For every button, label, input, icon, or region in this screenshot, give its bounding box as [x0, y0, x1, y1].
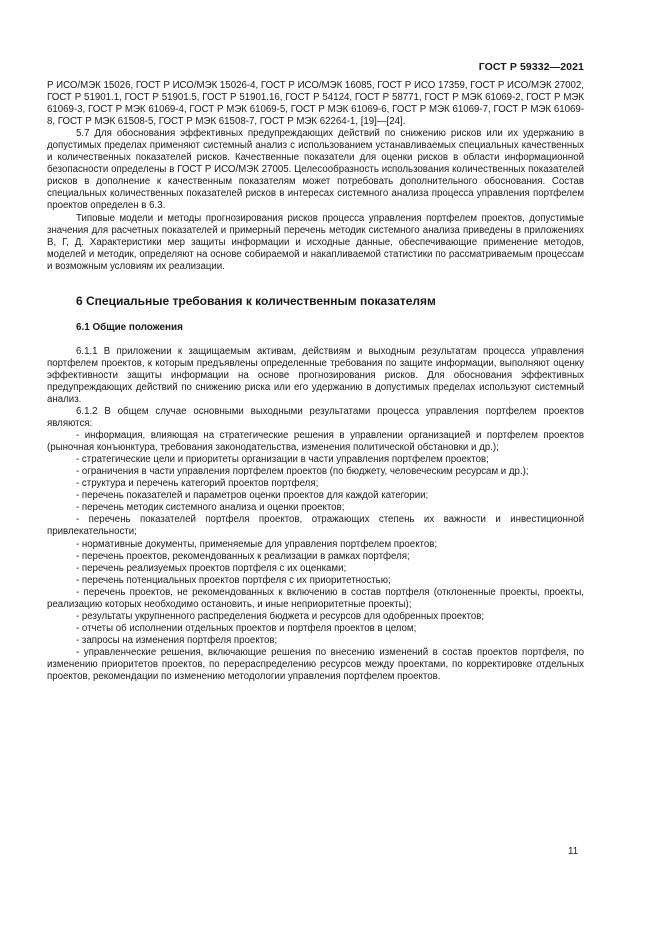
list-item: - перечень методик системного анализа и оценки проектов; — [76, 502, 345, 514]
list-item: - запросы на изменения портфеля проектов; — [76, 634, 278, 646]
list-item: - отчеты об исполнении отдельных проектов и портфеля проектов в целом; — [76, 622, 417, 634]
paragraph-5-7: 5.7 Для обоснования эффективных предупреждающих действий по снижению рисков или их удержанию в допустимых пределах применяют системный анализ с использованием устанавливаемых специальных качественных и количественных показателей рисков. Качественные показатели для оценки рисков в области информационной безопасности определены в ГОСТ Р ИСО/МЭК 27005. Целесообразность использования количественных показателей рисков в дополнение к качественным показателям может потребовать дополнительного обоснования. Состав специальных количественных показателей рисков в интересах системного анализа процесса управления портфелем проектов определен в 6.3. — [47, 128, 584, 212]
list-item: - стратегические цели и приоритеты организации в части управления портфелем проектов; — [76, 454, 489, 466]
references-continued: Р ИСО/МЭК 15026, ГОСТ Р ИСО/МЭК 15026-4, ГОСТ Р ИСО/МЭК 16085, ГОСТ Р ИСО 17359, ГОСТ Р ИСО/МЭК 27002, ГОСТ Р 51901.1, ГОСТ Р 51901.5, ГОСТ Р 51901.16, ГОСТ Р 54124, ГОСТ Р 58771, ГОСТ Р МЭК 61069-2, ГОСТ Р МЭК 61069-3, ГОСТ Р МЭК 61069-4, ГОСТ Р МЭК 61069-5, ГОСТ Р МЭК 61069-6, ГОСТ Р МЭК 61069-7, ГОСТ Р МЭК 61069-8, ГОСТ Р МЭК 61508-5, ГОСТ Р МЭК 61508-7, ГОСТ Р МЭК 62264-1, [19]—[24]. — [47, 80, 584, 128]
page-number: 11 — [568, 846, 579, 857]
list-item: - структура и перечень категорий проектов портфеля; — [76, 478, 319, 490]
list-item: - перечень проектов, рекомендованных к реализации в рамках портфеля; — [76, 550, 410, 562]
paragraph-models: Типовые модели и методы прогнозирования рисков процесса управления портфелем проектов, допустимые значения для расчетных показателей и примерный перечень методик системного анализа приведены в приложениях В, Г, Д. Характеристики мер защиты информации и исходные данные, обеспечивающие применение методов, моделей и методик, определяют на основе собираемой и накапливаемой статистики по рассматриваемым процессам и возможным условиям их реализации. — [47, 212, 584, 272]
list-item: - перечень проектов, не рекомендованных к включению в состав портфеля (отклоненные проекты, проекты, реализацию которых необходимо остановить, и иные неприоритетные проекты); — [47, 586, 584, 610]
list-item: - перечень реализуемых проектов портфеля с их оценками; — [76, 562, 347, 574]
list-item: - перечень показателей и параметров оценки проектов для каждой категории; — [76, 490, 429, 502]
standard-header: ГОСТ Р 59332—2021 — [478, 61, 584, 73]
paragraph-6-1-1: 6.1.1 В приложении к защищаемым активам, действиям и выходным результатам процесса управления портфелем проектов, к которым предъявлены определенные требования по защите информации, выполняют оценку эффективности защиты информации на основе прогнозирования рисков. Для обоснования эффективных предупреждающих действий по снижению риска или его удержанию в допустимых пределах используют системный анализ. — [47, 345, 584, 405]
list-item: - ограничения в части управления портфелем проектов (по бюджету, человеческим ресурсам и др.); — [76, 466, 529, 478]
section-6-title: 6 Специальные требования к количественным показателям — [76, 293, 436, 308]
list-item: - перечень потенциальных проектов портфеля с их приоритетностью; — [76, 574, 391, 586]
page-body — [47, 80, 584, 683]
list-item: - управленческие решения, включающие решения по внесению изменений в состав проектов портфеля, по изменению приоритетов проектов, по перераспределению ресурсов между проектами, по корректировке отдельных проектов, рекомендации по изменению методологии управления портфелем проектов. — [47, 646, 584, 683]
list-item: - нормативные документы, применяемые для управления портфелем проектов; — [76, 538, 438, 550]
subsection-6-1-title: 6.1 Общие положения — [76, 321, 183, 333]
list-item: - результаты укрупненного распределения бюджета и ресурсов для одобренных проектов; — [76, 610, 485, 622]
paragraph-6-1-2: 6.1.2 В общем случае основными выходными результатами процесса управления портфелем проектов являются: — [47, 405, 584, 430]
list-item: - информация, влияющая на стратегические решения в управлении организацией и портфелем проектов (рыночная конъюнктура, требования законодательства, изменения политической обстановки и др.); — [47, 430, 584, 454]
list-item: - перечень показателей портфеля проектов, отражающих степень их важности и инвестиционной привлекательности; — [47, 514, 584, 538]
